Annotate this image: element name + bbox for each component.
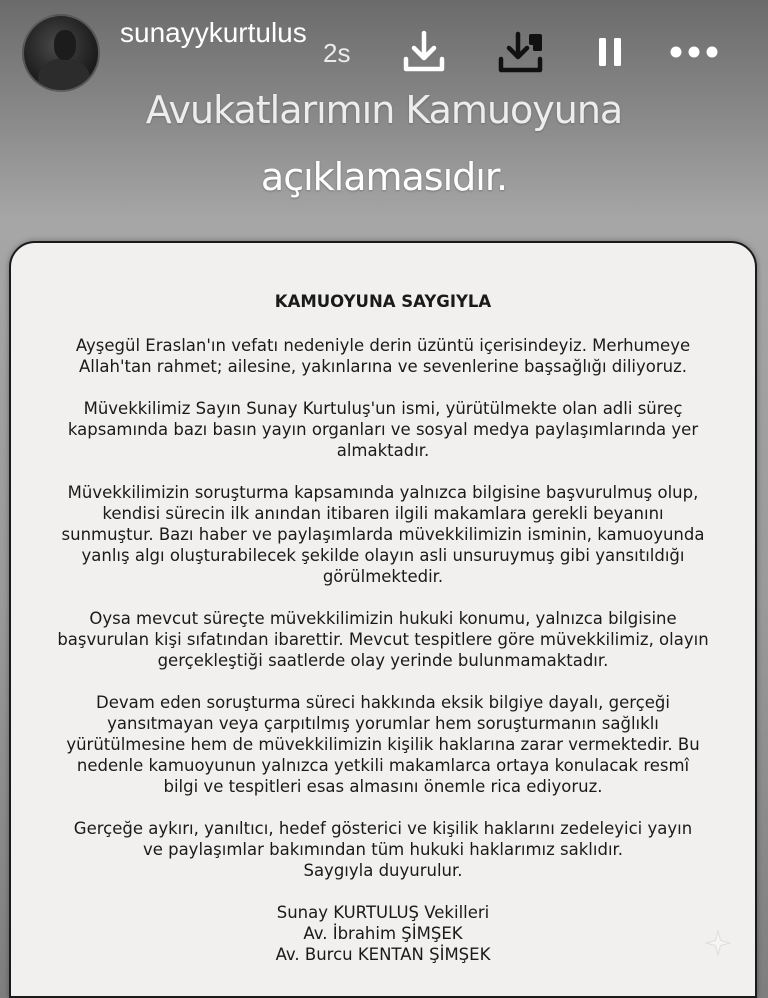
paragraph-line: nedenle kamuoyunun yalnızca yetkili makamlarca ortaya konulacak resmî <box>76 756 690 775</box>
signature-line: Sunay KURTULUŞ Vekilleri <box>276 903 490 922</box>
download-icon[interactable] <box>396 24 452 80</box>
paragraph-line: sunmuştur. Bazı haber ve paylaşımlarda müvekkilimizin isminin, kamuoyunda <box>61 525 705 544</box>
paragraph-line: başvurulan kişi sıfatından ibarettir. Mevcut tespitlere göre müvekkilimiz, olayın <box>57 630 709 649</box>
paragraph-line: Müvekkilimiz Sayın Sunay Kurtuluş'un ismi, yürütülmekte olan adli süreç <box>83 399 683 418</box>
paragraph-line: almaktadır. <box>336 441 430 460</box>
more-icon[interactable] <box>666 24 722 80</box>
statement-paragraph <box>33 818 733 881</box>
signature-block <box>11 902 755 965</box>
download-to-device-icon[interactable] <box>494 24 550 80</box>
signature-line: Av. İbrahim ŞİMŞEK <box>303 924 463 943</box>
statement-title: KAMUOYUNA SAYGIYLA <box>274 292 492 311</box>
statement-document <box>11 291 755 965</box>
signature-line: Av. Burcu KENTAN ŞİMŞEK <box>275 945 491 964</box>
statement-paragraph <box>33 335 733 377</box>
caption-line-1: Avukatlarımın Kamuoyuna <box>145 88 623 132</box>
statement-paragraph <box>33 482 733 587</box>
statement-paragraph <box>33 692 733 797</box>
paragraph-line: ve paylaşımlar bakımından tüm hukuki haklarımız saklıdır. <box>142 840 624 859</box>
sparkle-icon <box>705 930 731 956</box>
paragraph-line: Oysa mevcut süreçte müvekkilimizin hukuki konumu, yalnızca bilgisine <box>89 609 677 628</box>
paragraph-line: Allah'tan rahmet; ailesine, yakınlarına ve sevenlerine başsağlığı diliyoruz. <box>78 357 688 376</box>
paragraph-line: yansıtmayan veya çarpıtılmış yorumlar hem soruşturmanın sağlıklı <box>107 714 659 733</box>
paragraph-line: kapsamında bazı basın yayın organları ve sosyal medya paylaşımlarında yer <box>67 420 699 439</box>
statement-card <box>9 241 757 998</box>
paragraph-line: Gerçeğe aykırı, yanıltıcı, hedef gösterici ve kişilik haklarını zedeleyici yayın <box>73 819 693 838</box>
paragraph-line: gerçekleştiği saatlerde olay yerinde bulunmamaktadır. <box>157 651 609 670</box>
statement-paragraph <box>33 398 733 461</box>
caption-line-2: açıklamasıdır. <box>260 155 508 199</box>
username[interactable]: sunayykurtulus <box>120 17 307 48</box>
pause-icon[interactable] <box>582 24 638 80</box>
post-time: 2s <box>323 38 351 68</box>
paragraph-line: kendisi sürecin ilk anından itibaren ilgili makamlara gerekli beyanını <box>102 504 664 523</box>
paragraph-line: Ayşegül Eraslan'ın vefatı nedeniyle derin üzüntü içerisindeyiz. Merhumeye <box>75 336 691 355</box>
paragraph-line: görülmektedir. <box>322 567 444 586</box>
paragraph-line: bilgi ve tespitleri esas almasını önemle rica ediyoruz. <box>163 777 603 796</box>
paragraph-line: Devam eden soruşturma süreci hakkında eksik bilgiye dayalı, gerçeği <box>96 693 670 712</box>
paragraph-line: Müvekkilimizin soruşturma kapsamında yalnızca bilgisine başvurulmuş olup, <box>67 483 699 502</box>
paragraph-line: yürütülmesine hem de müvekkilimizin kişilik haklarına zarar vermektedir. Bu <box>66 735 700 754</box>
paragraph-line: yanlış algı oluşturabilecek şekilde olayın asli unsuruymuş gibi yansıtıldığı <box>81 546 685 565</box>
avatar[interactable] <box>22 14 100 92</box>
paragraph-line: Saygıyla duyurulur. <box>303 861 463 880</box>
statement-paragraph <box>33 608 733 671</box>
